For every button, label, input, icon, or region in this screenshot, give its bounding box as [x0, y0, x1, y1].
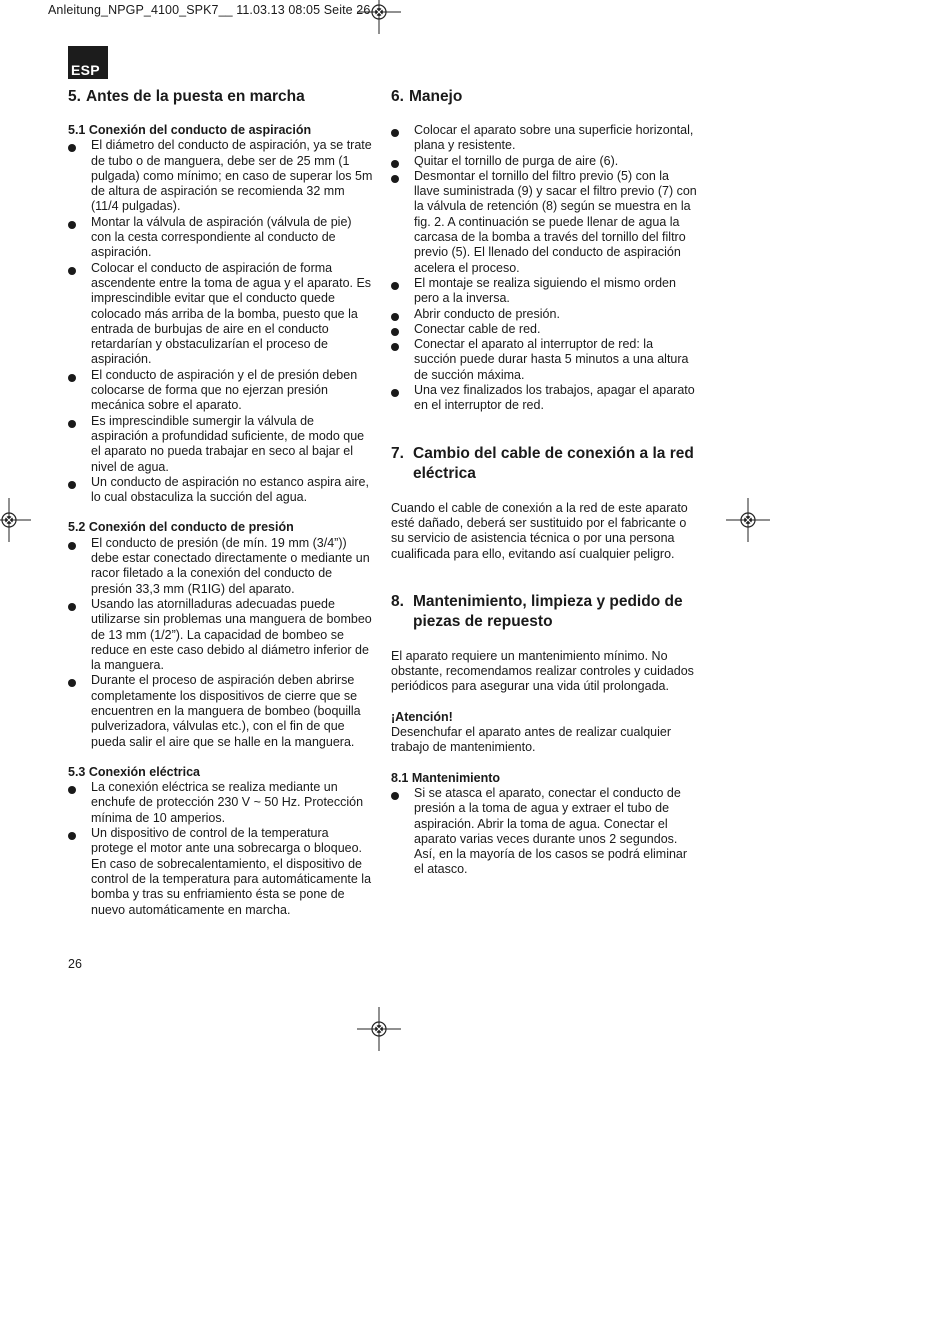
list-item: Un conducto de aspiración no estanco aspira aire, lo cual obstaculiza la succión del agua.	[68, 475, 374, 506]
section-8-1-heading: 8.1 Mantenimiento	[391, 770, 501, 785]
registration-mark-icon	[0, 498, 31, 542]
bullet-icon	[391, 792, 399, 800]
attention-text: Desenchufar el aparato antes de realizar cualquier trabajo de mantenimiento.	[391, 725, 672, 755]
bullet-icon	[68, 267, 76, 275]
list-item: La conexión eléctrica se realiza mediante un enchufe de protección 230 V ~ 50 Hz. Protección mínima de 10 amperios.	[68, 780, 374, 826]
bullet-icon	[68, 374, 76, 382]
section-8-title	[391, 592, 697, 632]
left-column	[68, 87, 374, 918]
section-7-title	[391, 444, 697, 484]
print-header-line: Anleitung_NPGP_4100_SPK7__ 11.03.13 08:05 Seite 26	[48, 3, 371, 17]
section-8-number: 8.	[391, 592, 404, 610]
section-8-body: El aparato requiere un mantenimiento mínimo. No obstante, recomendamos realizar controles y cuidados periódicos para asegurar una vida útil prolongada.	[391, 648, 694, 694]
section-6-title	[391, 87, 697, 107]
bullet-icon	[391, 175, 399, 183]
list-item: Durante el proceso de aspiración deben abrirse completamente los dispositivos de cierre que se encuentren en la manguera de bombeo (boquilla pulverizadora, válvulas etc.), con el fin de que pueda salir el aire que se halle en la manguera.	[68, 673, 374, 749]
bullet-icon	[68, 786, 76, 794]
section-5-3-heading: 5.3 Conexión eléctrica	[68, 764, 201, 779]
section-5-1-list	[68, 138, 374, 505]
section-5-number: 5.	[68, 88, 81, 105]
list-item: Abrir conducto de presión.	[391, 307, 697, 322]
section-5-title	[68, 87, 374, 107]
section-6-list	[391, 123, 697, 414]
section-5-2-list	[68, 536, 374, 750]
list-item: Colocar el aparato sobre una superficie horizontal, plana y resistente.	[391, 123, 697, 154]
list-item: El diámetro del conducto de aspiración, ya se trate de tubo o de manguera, debe ser de 25 mm (1 pulgada) como mínimo; en caso de superar los 5m de altura de aspiración se recomienda 32 mm (11/4 pulgadas).	[68, 138, 374, 214]
bullet-icon	[68, 542, 76, 550]
list-item: Si se atasca el aparato, conectar el conducto de presión a la toma de agua y extraer el tubo de aspiración. Abrir la toma de agua. Conectar el aparato varias veces durante unos 2 segundos. Así, en la mayoría de los casos se podrá eliminar el atasco.	[391, 786, 697, 878]
section-6-title-text: Manejo	[408, 88, 463, 105]
section-5-3-list	[68, 780, 374, 918]
bullet-icon	[391, 160, 399, 168]
bullet-icon	[68, 420, 76, 428]
bullet-icon	[391, 282, 399, 290]
list-item: El conducto de aspiración y el de presión deben colocarse de forma que no ejerzan presión mecánica sobre el aparato.	[68, 368, 374, 414]
bullet-icon	[68, 603, 76, 611]
bullet-icon	[391, 313, 399, 321]
section-8-1-list	[391, 786, 697, 878]
list-item: Desmontar el tornillo del filtro previo (5) con la llave suministrada (9) y sacar el filtro previo (7) con la válvula de retención (8) según se muestra en la fig. 2. A continuación se puede llenar de agua la carcasa de la bomba a través del tornillo del filtro previo (5). El llenado del conducto de aspiración acelera el proceso.	[391, 169, 697, 276]
list-item: Montar la válvula de aspiración (válvula de pie) con la cesta correspondiente al conducto de aspiración.	[68, 215, 374, 261]
list-item: Quitar el tornillo de purga de aire (6).	[391, 154, 697, 169]
list-item: El conducto de presión (de mín. 19 mm (3/4”)) debe estar conectado directamente o mediante un racor filetado a la conexión del conducto de presión 33,3 mm (R1IG) del aparato.	[68, 536, 374, 597]
bullet-icon	[391, 343, 399, 351]
bullet-icon	[68, 832, 76, 840]
bullet-icon	[391, 328, 399, 336]
registration-mark-icon	[357, 0, 401, 34]
list-item: El montaje se realiza siguiendo el mismo orden pero a la inversa.	[391, 276, 697, 307]
section-7-title-text: Cambio del cable de conexión a la red eléctrica	[413, 444, 694, 482]
registration-mark-icon	[357, 1007, 401, 1051]
attention-label: ¡Atención!	[391, 709, 453, 724]
bullet-icon	[391, 129, 399, 137]
list-item: Usando las atornilladuras adecuadas puede utilizarse sin problemas una manguera de bombeo de 13 mm (1/2”). La capacidad de bombeo se reduce en este caso debido al diámetro inferior de la manguera.	[68, 597, 374, 673]
registration-mark-icon	[726, 498, 770, 542]
section-5-title-text: Antes de la puesta en marcha	[85, 88, 305, 105]
section-7-number: 7.	[391, 444, 404, 462]
list-item: Es imprescindible sumergir la válvula de aspiración a profundidad suficiente, de modo que el aparato no pueda trabajar en seco al bajar el nivel de agua.	[68, 414, 374, 475]
list-item: Conectar cable de red.	[391, 322, 697, 337]
bullet-icon	[68, 679, 76, 687]
section-6-number: 6.	[391, 88, 404, 105]
list-item: Una vez finalizados los trabajos, apagar el aparato en el interruptor de red.	[391, 383, 697, 414]
bullet-icon	[391, 389, 399, 397]
right-column	[391, 87, 697, 878]
language-badge: ESP	[68, 46, 108, 79]
section-7-body: Cuando el cable de conexión a la red de este aparato esté dañado, deberá ser sustituido por el fabricante o su servicio de asistencia técnica o por una persona cualificada para ello, evitando así cualquier peligro.	[391, 500, 688, 561]
bullet-icon	[68, 144, 76, 152]
section-5-1-heading: 5.1 Conexión del conducto de aspiración	[68, 123, 312, 137]
section-5-2-heading: 5.2 Conexión del conducto de presión	[68, 520, 294, 535]
bullet-icon	[68, 221, 76, 229]
section-8-title-text: Mantenimiento, limpieza y pedido de piezas de repuesto	[413, 592, 683, 630]
list-item: Un dispositivo de control de la temperatura protege el motor ante una sobrecarga o bloqueo. En caso de sobrecalentamiento, el dispositivo de control de la temperatura para automáticamente la bomba y tras su enfriamiento ésta se pone de nuevo automáticamente en marcha.	[68, 826, 374, 918]
list-item: Colocar el conducto de aspiración de forma ascendente entre la toma de agua y el aparato. Es imprescindible evitar que el conducto quede colocado más arriba de la bomba, puesto que la entrada de burbujas de aire en el conducto retardarían y obstaculizarían el proceso de aspiración.	[68, 261, 374, 368]
page-number: 26	[68, 957, 82, 971]
list-item: Conectar el aparato al interruptor de red: la succión puede durar hasta 5 minutos a una altura de succión máxima.	[391, 337, 697, 383]
bullet-icon	[68, 481, 76, 489]
